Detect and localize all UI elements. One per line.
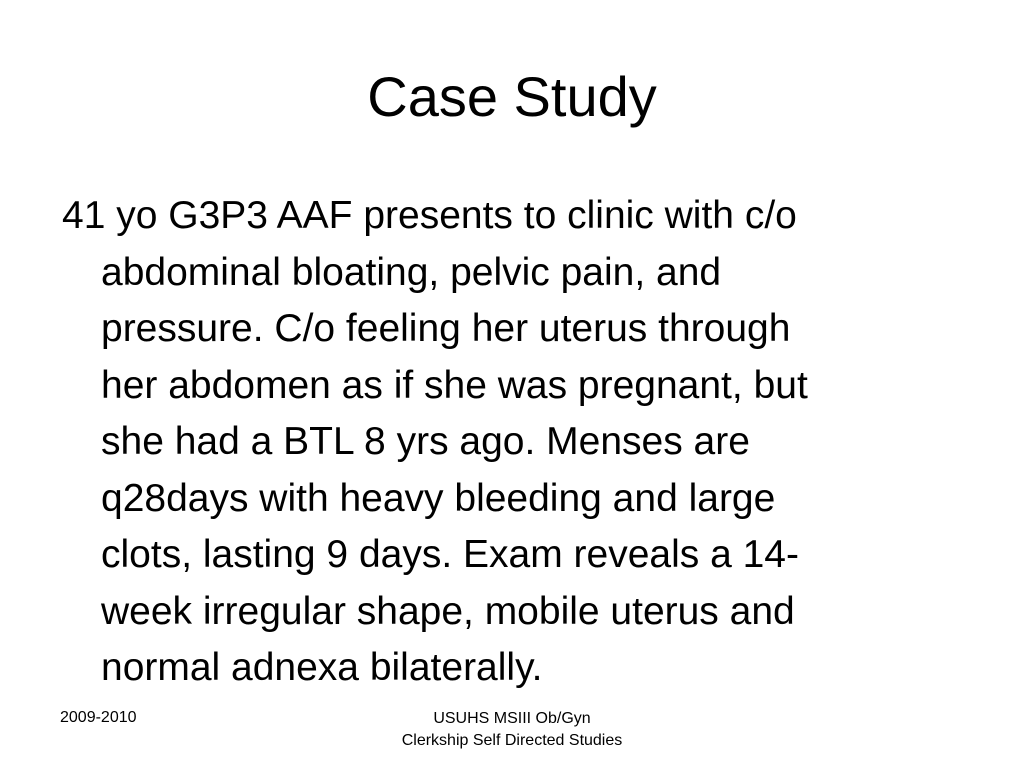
body-line: normal adnexa bilaterally. — [101, 646, 543, 689]
body-line: 41 yo G3P3 AAF presents to clinic with c/o — [62, 194, 797, 237]
footer-date: 2009-2010 — [60, 709, 137, 726]
slide-title: Case Study — [367, 65, 657, 128]
body-line: her abdomen as if she was pregnant, but — [101, 363, 808, 407]
footer-course-line-2: Clerkship Self Directed Studies — [401, 732, 623, 749]
case-description — [62, 188, 952, 697]
body-line: clots, lasting 9 days. Exam reveals a 14- — [101, 533, 799, 576]
footer-course — [312, 708, 712, 752]
footer-course-line-1: USUHS MSIII Ob/Gyn — [433, 710, 591, 727]
body-line: week irregular shape, mobile uterus and — [101, 589, 795, 633]
body-line: she had a BTL 8 yrs ago. Menses are — [101, 420, 750, 463]
body-line: abdominal bloating, pelvic pain, and — [101, 250, 722, 294]
body-line: pressure. C/o feeling her uterus through — [101, 307, 791, 350]
body-line: q28days with heavy bleeding and large — [101, 476, 776, 520]
